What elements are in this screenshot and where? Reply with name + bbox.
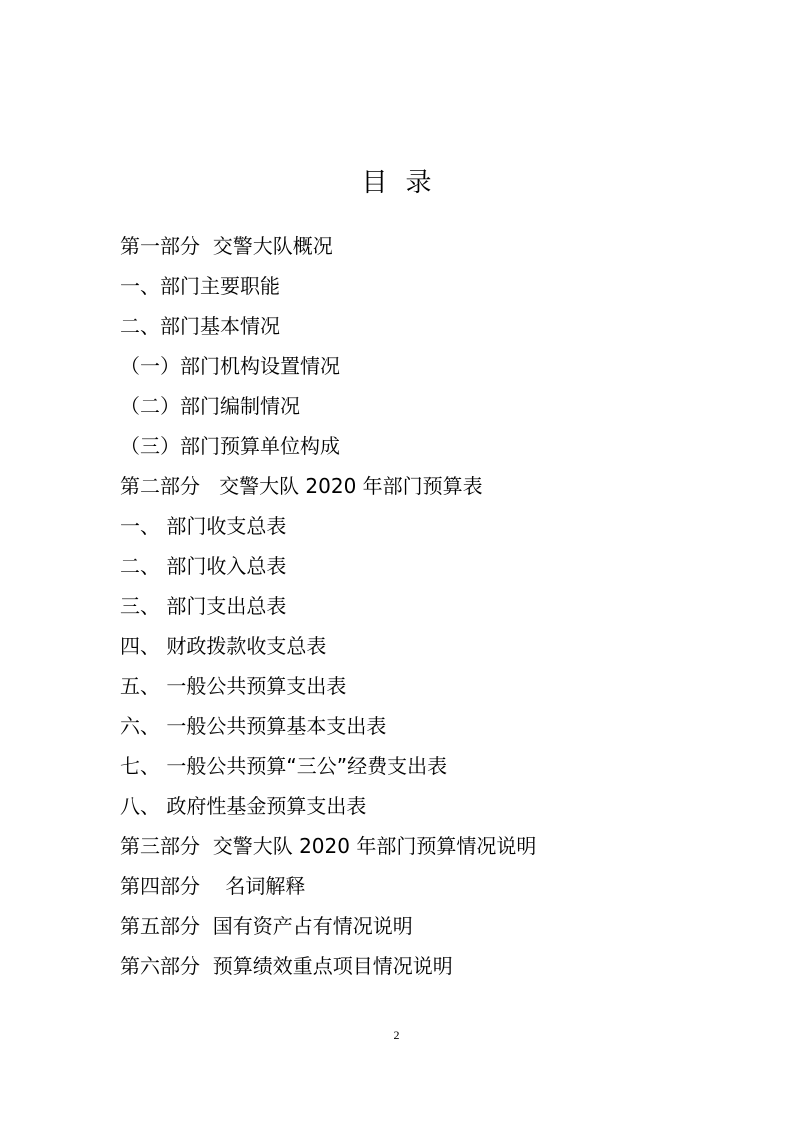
toc-item-basic-info: 二、部门基本情况: [120, 314, 280, 338]
toc-item-three-public-expense: 七、 一般公共预算“三公”经费支出表: [120, 754, 448, 778]
toc-item-public-budget-expense: 五、 一般公共预算支出表: [120, 674, 347, 698]
toc-item-income-summary: 二、 部门收入总表: [120, 554, 287, 578]
toc-item-part-2: 第二部分 交警大队 2020 年部门预算表: [120, 474, 483, 498]
page-number: 2: [393, 1028, 400, 1042]
toc-title: 目录: [361, 168, 450, 198]
toc-item-fiscal-allocation: 四、 财政拨款收支总表: [120, 634, 327, 658]
table-of-contents: [120, 226, 740, 986]
toc-item-part-4: 第四部分 名词解释: [120, 874, 306, 898]
toc-item-main-functions: 一、部门主要职能: [120, 274, 280, 298]
toc-item-org-structure: （一）部门机构设置情况: [120, 354, 340, 378]
toc-item-part-3: 第三部分 交警大队 2020 年部门预算情况说明: [120, 834, 537, 858]
toc-item-income-expense-summary: 一、 部门收支总表: [120, 514, 287, 538]
toc-item-part-5: 第五部分 国有资产占有情况说明: [120, 914, 413, 938]
toc-item-government-fund-expense: 八、 政府性基金预算支出表: [120, 794, 367, 818]
toc-item-expense-summary: 三、 部门支出总表: [120, 594, 287, 618]
toc-item-staffing: （二）部门编制情况: [120, 394, 300, 418]
toc-item-part-6: 第六部分 预算绩效重点项目情况说明: [120, 954, 453, 978]
toc-item-public-budget-basic-expense: 六、 一般公共预算基本支出表: [120, 714, 387, 738]
toc-item-part-1: 第一部分 交警大队概况: [120, 234, 333, 258]
toc-item-budget-units: （三）部门预算单位构成: [120, 434, 340, 458]
